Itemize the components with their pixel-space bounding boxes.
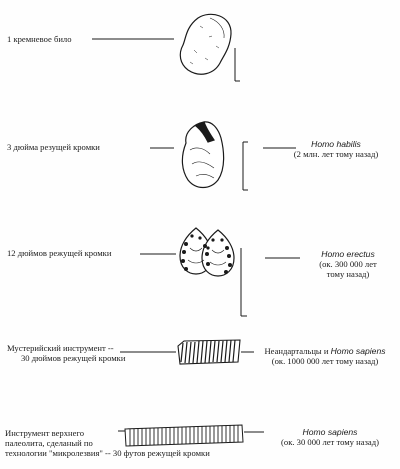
species-prefix-3: Неандартальцы и [264, 346, 331, 356]
species-label-1 [276, 139, 396, 159]
species-date-1: (2 млн. лет тому назад) [293, 149, 379, 159]
species-date-4: (ок. 30 000 лет тому назад) [281, 437, 379, 447]
species-date-2-line1: (ок. 300 000 лет [319, 259, 377, 269]
species-label-4 [262, 427, 398, 447]
tool-label-4-line1: Мустерийский инструмент -- [7, 343, 114, 353]
tool-label-5-line3: технологии "микролезвия" -- 30 футов режущей кромки [5, 448, 210, 458]
species-name-2: Homo erectus [321, 249, 375, 259]
tool-label-5-line1: Инструмент верхнего [5, 428, 85, 438]
tool-label-1: 1 кремневое било [7, 34, 72, 44]
species-name-4: Homo sapiens [302, 427, 358, 437]
tool-label-5 [5, 428, 210, 458]
species-name-1: Homo habilis [311, 139, 361, 149]
tool-label-2: 3 дюйма резущей кромки [7, 142, 100, 152]
species-date-3: (ок. 1000 000 лет тому назад) [271, 356, 379, 366]
tool-label-5-line2: палеолита, сделаный по [5, 438, 93, 448]
species-date-2-line2: тому назад) [326, 269, 370, 279]
tool-label-3: 12 дюймов режущей кромки [7, 248, 112, 258]
tool-label-4-line2: 30 дюймов режущей кромки [21, 353, 126, 363]
species-label-3 [252, 346, 398, 366]
mousterian-tool-icon [178, 340, 240, 364]
tool-label-4 [7, 343, 125, 363]
species-label-2 [300, 249, 396, 279]
hand-axe-pair-icon [180, 228, 234, 276]
chopper-tool-icon [182, 122, 223, 188]
pebble-tool-icon [180, 14, 231, 74]
species-name-3: Homo sapiens [330, 346, 386, 356]
